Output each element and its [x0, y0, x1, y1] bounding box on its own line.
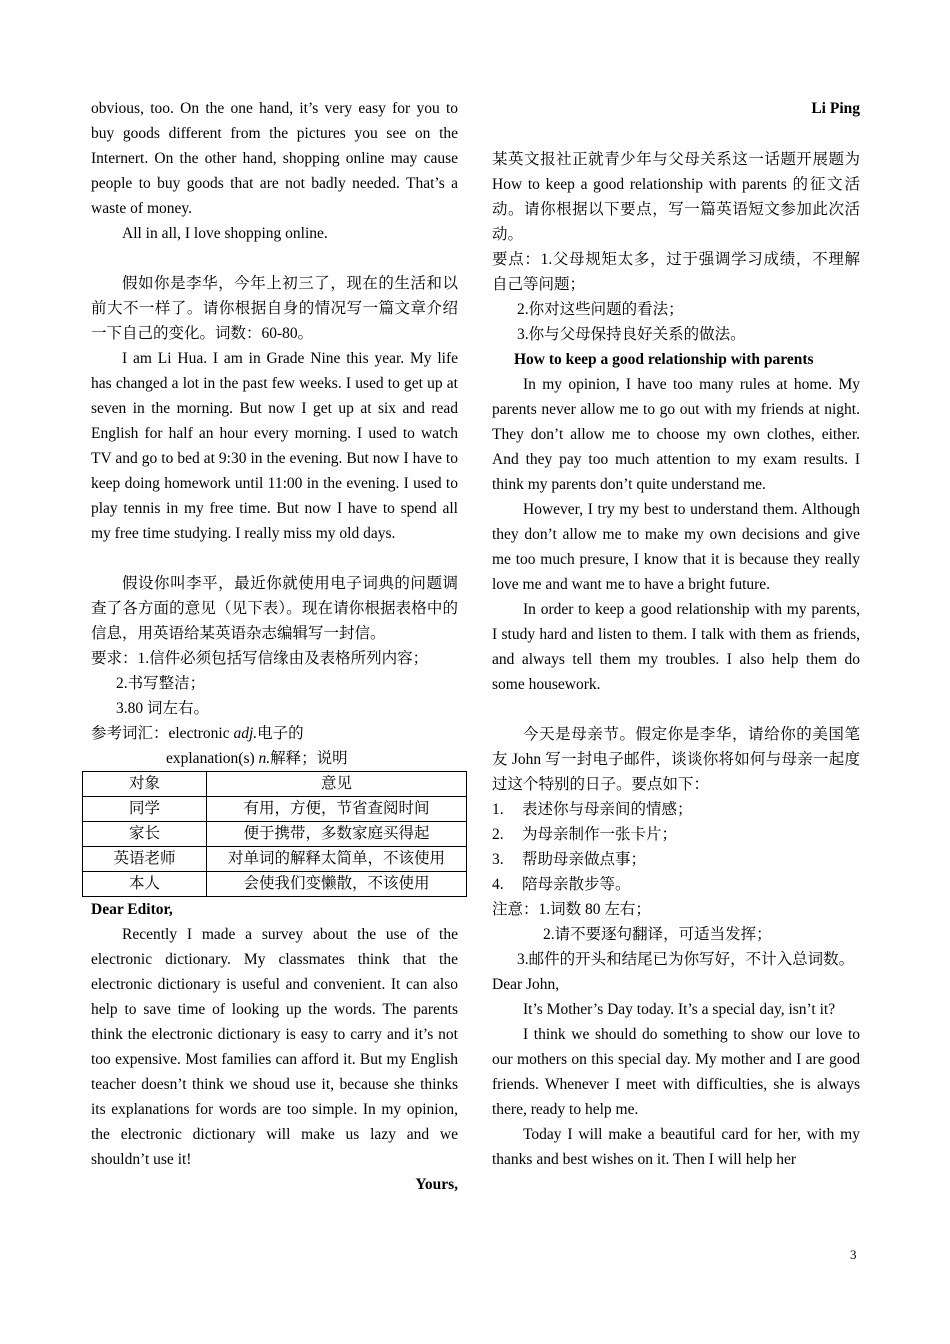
points-list [492, 797, 860, 897]
essay-title: How to keep a good relationship with parents [514, 351, 814, 368]
page-number: 3 [850, 1247, 857, 1262]
task-prompt: 假如你是李华，今年上初三了，现在的生活和以前大不一样了。请你根据自身的情况写一篇文章介绍一下自己的变化。词数：60-80。 [91, 275, 458, 342]
essay-paragraph: obvious, too. On the one hand, it’s very easy for you to buy goods different from the pictures you see on the Internert. On the other hand, shopping online may cause people to buy goods that are not badly needed. That’s a waste of money. [91, 100, 458, 217]
essay-paragraph: In order to keep a good relationship with my parents, I study hard and listen to them. I talk with them as friends, and always tell them my troubles. I also help them do some housework. [492, 601, 860, 693]
points-line: 2.你对这些问题的看法； [517, 301, 684, 318]
note-line: 3.邮件的开头和结尾已为你写好，不计入总词数。 [517, 951, 855, 968]
table-cell: 便于携带，多数家庭买得起 [207, 822, 467, 847]
opinion-table [82, 771, 467, 897]
table-cell: 对单词的解释太简单，不该使用 [207, 847, 467, 872]
table-cell: 本人 [83, 872, 207, 897]
essay-paragraph: I am Li Hua. I am in Grade Nine this year. My life has changed a lot in the past few weeks. I used to get up at seven in the morning. But now I get up at six and read English for half an hour every morning. I used to watch TV and go to bed at 9:30 in the evening. But now I have to keep doing homework until 11:00 in the evening. I used to play tennis in my free time. But now I have to spend all my free time studying. I really miss my old days. [91, 350, 458, 542]
table-header-cell: 对象 [83, 772, 207, 797]
points-line: 3.你与父母保持良好关系的做法。 [517, 326, 746, 343]
email-paragraph: It’s Mother’s Day today. It’s a special day, isn’t it? [523, 1001, 836, 1018]
right-column [492, 96, 860, 1172]
vocabulary-line: 参考词汇：electronic adj.电子的 [91, 725, 304, 742]
task-prompt: 今天是母亲节。假定你是李华，请给你的美国笔友 John 写一封电子邮件，谈谈你将如何与母亲一起度过这个特别的日子。要点如下： [492, 726, 860, 793]
table-row [83, 822, 467, 847]
table-row [83, 872, 467, 897]
table-header-row [83, 772, 467, 797]
table-header-cell: 意见 [207, 772, 467, 797]
email-salutation: Dear John, [492, 976, 560, 993]
vocabulary-line: explanation(s) n.解释；说明 [166, 750, 348, 767]
list-item: 2. 为母亲制作一张卡片； [492, 826, 678, 843]
requirement-line: 要求：1.信件必须包括写信缘由及表格所列内容； [91, 650, 429, 667]
table-row [83, 797, 467, 822]
letter-closing: Yours, [415, 1176, 458, 1193]
note-line: 注意：1.词数 80 左右； [492, 901, 651, 918]
letter-signature: Li Ping [811, 100, 860, 117]
table-row [83, 847, 467, 872]
table-cell: 有用，方便，节省查阅时间 [207, 797, 467, 822]
essay-paragraph: In my opinion, I have too many rules at home. My parents never allow me to go out with my friends at night. They don’t allow me to choose my own clothes, either. And they pay too much attention to my exam results. I think my parents don’t quite understand me. [492, 376, 860, 493]
requirement-line: 3.80 词左右。 [116, 700, 210, 717]
table-cell: 同学 [83, 797, 207, 822]
essay-paragraph: All in all, I love shopping online. [122, 225, 328, 242]
list-item: 1. 表述你与母亲间的情感； [492, 801, 693, 818]
table-cell: 会使我们变懒散，不该使用 [207, 872, 467, 897]
task-prompt: 假设你叫李平，最近你就使用电子词典的问题调查了各方面的意见（见下表）。现在请你根据表格中的信息，用英语给某英语杂志编辑写一封信。 [91, 575, 458, 642]
points-line: 要点：1.父母规矩太多，过于强调学习成绩，不理解自己等问题； [492, 251, 860, 293]
letter-body: Recently I made a survey about the use of the electronic dictionary. My classmates think that the electronic dictionary is useful and convenient. It can also help to save time of looking up the words. The parents think the electronic dictionary is easy to carry and it’s not too expensive. Most families can afford it. But my English teacher doesn’t think we shoud use it, because she thinks its explanations for words are too simple. In my opinion, the electronic dictionary will make us lazy and we shouldn’t use it! [91, 926, 458, 1168]
table-cell: 家长 [83, 822, 207, 847]
note-line: 2.请不要逐句翻译，可适当发挥； [543, 926, 772, 943]
requirement-line: 2.书写整洁； [116, 675, 206, 692]
list-item: 4. 陪母亲散步等。 [492, 876, 631, 893]
email-paragraph: Today I will make a beautiful card for her, with my thanks and best wishes on it. Then I will help her [492, 1126, 860, 1168]
task-prompt: 某英文报社正就青少年与父母关系这一话题开展题为 How to keep a good relationship with parents 的征文活动。请你根据以下要点，写一篇英语短文参加此次活动。 [492, 151, 860, 243]
essay-paragraph: However, I try my best to understand them. Although they don’t allow me to make my own decisions and give me too much presure, I know that it is because they really love me and want me to have a bright future. [492, 501, 860, 593]
list-item: 3. 帮助母亲做点事； [492, 851, 647, 868]
left-column [91, 96, 458, 1197]
table-cell: 英语老师 [83, 847, 207, 872]
letter-salutation: Dear Editor, [91, 901, 173, 918]
email-paragraph: I think we should do something to show our love to our mothers on this special day. My mother and I are good friends. Whenever I meet with difficulties, she is always there, ready to help me. [492, 1026, 860, 1118]
